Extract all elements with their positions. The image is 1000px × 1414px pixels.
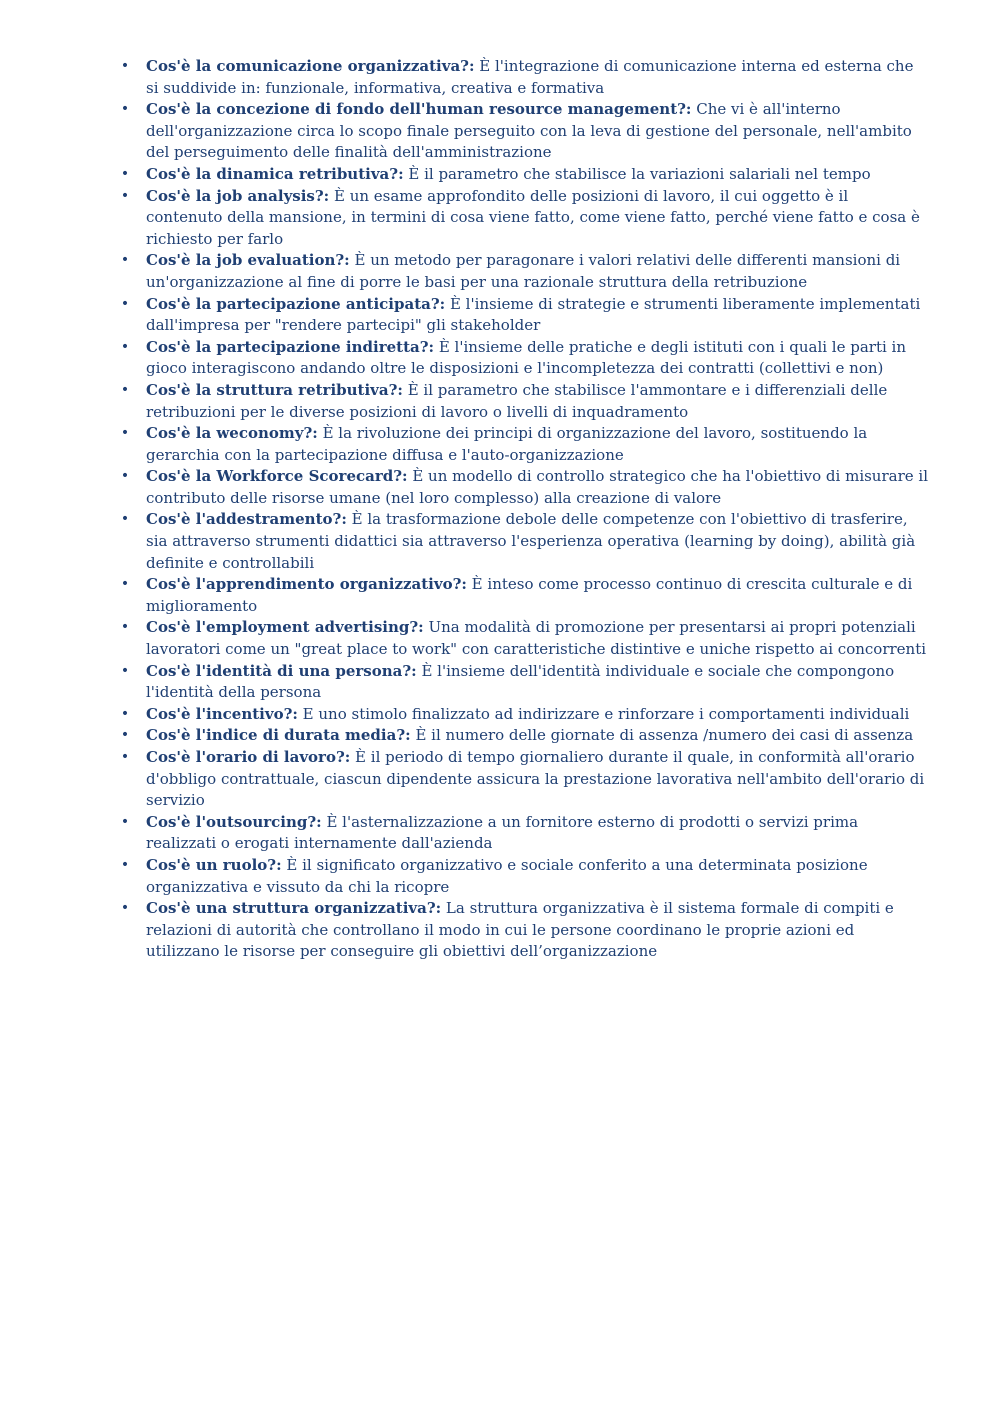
glossary-definition: È la trasformazione debole delle competenze con l'obiettivo di trasferire, sia attraverso strumenti didattici sia attraverso l'esperienza operativa (learning by doing), abilità già definite e controllabili xyxy=(146,510,916,572)
glossary-definition: È l'asternalizzazione a un fornitore esterno di prodotti o servizi prima realizzati o erogati internamente dall'azienda xyxy=(146,812,859,853)
list-item xyxy=(118,294,928,337)
bullet-icon: • xyxy=(120,727,130,744)
glossary-term: Cos'è l'apprendimento organizzativo?: xyxy=(146,575,467,594)
list-item xyxy=(118,661,928,704)
glossary-definition: È un modello di controllo strategico che ha l'obiettivo di misurare il contributo delle risorse umane (nel loro complesso) alla creazione di valore xyxy=(146,467,928,507)
glossary-definition: È la rivoluzione dei principi di organizzazione del lavoro, sostituendo la gerarchia con la partecipazione diffusa e l'auto-organizzazione xyxy=(146,424,868,464)
glossary-definition: È un metodo per paragonare i valori relativi delle differenti mansioni di un'organizzazione al fine di porre le basi per una razionale struttura della retribuzione xyxy=(146,251,901,291)
glossary-definition: È l'insieme delle pratiche e degli istituti con i quali le parti in gioco interagiscono andando oltre le disposizioni e l'incompletezza dei contratti (collettivi e non) xyxy=(146,337,907,378)
list-item xyxy=(118,725,928,747)
list-item xyxy=(118,380,928,423)
bullet-icon: • xyxy=(120,101,130,118)
glossary-definition: È il periodo di tempo giornaliero durante il quale, in conformità all'orario d'obbligo contrattuale, ciascun dipendente assicura la prestazione lavorativa nell'ambito dell'orario di servizio xyxy=(146,748,925,810)
list-item xyxy=(118,617,928,660)
bullet-icon: • xyxy=(120,338,130,355)
glossary-term: Cos'è la concezione di fondo dell'human resource management?: xyxy=(146,100,692,119)
glossary-definition: Che vi è all'interno dell'organizzazione circa lo scopo finale perseguito con la leva di gestione del personale, nell'ambito del perseguimento delle finalità dell'amministrazione xyxy=(146,100,912,162)
bullet-icon: • xyxy=(120,511,130,528)
bullet-icon: • xyxy=(120,705,130,722)
glossary-definition: È il significato organizzativo e sociale conferito a una determinata posizione organizzativa e vissuto da chi la ricopre xyxy=(146,855,868,896)
glossary-definition: È l'integrazione di comunicazione interna ed esterna che si suddivide in: funzionale, informativa, creativa e formativa xyxy=(146,57,914,97)
glossary-term: Cos'è l'outsourcing?: xyxy=(146,812,322,831)
glossary-term: Cos'è la Workforce Scorecard?: xyxy=(146,467,408,486)
bullet-icon: • xyxy=(120,252,130,269)
bullet-icon: • xyxy=(120,813,130,830)
glossary-definition: È il numero delle giornate di assenza /numero dei casi di assenza xyxy=(410,726,914,745)
bullet-icon: • xyxy=(120,468,130,485)
list-item xyxy=(118,99,928,164)
list-item xyxy=(118,704,928,726)
glossary-term: Cos'è una struttura organizzativa?: xyxy=(146,899,442,918)
bullet-icon: • xyxy=(120,425,130,442)
list-item xyxy=(118,812,928,855)
glossary-definition: È l'insieme dell'identità individuale e sociale che compongono l'identità della persona xyxy=(146,661,895,702)
bullet-icon: • xyxy=(120,295,130,312)
glossary-definition: È inteso come processo continuo di crescita culturale e di miglioramento xyxy=(146,575,913,615)
list-item xyxy=(118,466,928,509)
glossary-term: Cos'è l'incentivo?: xyxy=(146,704,298,723)
bullet-icon: • xyxy=(120,900,130,917)
glossary-term: Cos'è la struttura retributiva?: xyxy=(146,380,403,399)
list-item xyxy=(118,855,928,898)
list-item xyxy=(118,898,928,963)
bullet-icon: • xyxy=(120,187,130,204)
bullet-icon: • xyxy=(120,662,130,679)
glossary-term: Cos'è la partecipazione anticipata?: xyxy=(146,294,446,313)
list-item xyxy=(118,186,928,251)
glossary-definition: È il parametro che stabilisce la variazioni salariali nel tempo xyxy=(403,164,871,183)
glossary-term: Cos'è la job analysis?: xyxy=(146,186,330,205)
glossary-definition: La struttura organizzativa è il sistema formale di compiti e relazioni di autorità che controllano il modo in cui le persone coordinano le proprie azioni ed utilizzano le risorse per conseguire gli obiettivi dell’organizzazione xyxy=(146,899,894,961)
glossary-definition: E uno stimolo finalizzato ad indirizzare e rinforzare i comportamenti individuali xyxy=(297,704,910,723)
glossary-definition: Una modalità di promozione per presentarsi ai propri potenziali lavoratori come un "great place to work" con caratteristiche distintive e uniche rispetto ai concorrenti xyxy=(146,618,927,659)
list-item xyxy=(118,337,928,380)
glossary-definition: È l'insieme di strategie e strumenti liberamente implementati dall'impresa per "rendere partecipi" gli stakeholder xyxy=(146,294,921,335)
glossary-term: Cos'è l'orario di lavoro?: xyxy=(146,748,351,766)
bullet-icon: • xyxy=(120,381,130,398)
bullet-icon: • xyxy=(120,856,130,873)
bullet-icon: • xyxy=(120,58,130,74)
bullet-icon: • xyxy=(120,619,130,636)
glossary-term: Cos'è un ruolo?: xyxy=(146,855,282,874)
list-item xyxy=(118,250,928,293)
glossary-term: Cos'è la dinamica retributiva?: xyxy=(146,164,404,183)
list-item xyxy=(118,423,928,466)
list-item xyxy=(118,164,928,186)
list-item xyxy=(118,509,928,574)
list-item xyxy=(118,574,928,617)
glossary-term: Cos'è l'addestramento?: xyxy=(146,510,347,529)
bullet-icon: • xyxy=(120,749,130,765)
glossary-term: Cos'è l'identità di una persona?: xyxy=(146,661,417,680)
bullet-icon: • xyxy=(120,165,130,182)
list-item xyxy=(118,747,928,812)
glossary-definition: È il parametro che stabilisce l'ammontare e i differenziali delle retribuzioni per le diverse posizioni di lavoro o livelli di inquadramento xyxy=(146,380,888,421)
glossary-term: Cos'è la comunicazione organizzativa?: xyxy=(146,57,475,75)
glossary-term: Cos'è la weconomy?: xyxy=(146,424,318,443)
bullet-icon: • xyxy=(120,576,130,593)
glossary-list xyxy=(118,56,928,963)
list-item xyxy=(118,56,928,99)
glossary-term: Cos'è la job evaluation?: xyxy=(146,251,350,270)
glossary-term: Cos'è la partecipazione indiretta?: xyxy=(146,337,435,356)
glossary-term: Cos'è l'employment advertising?: xyxy=(146,618,424,637)
glossary-term: Cos'è l'indice di durata media?: xyxy=(146,726,411,745)
glossary-definition: È un esame approfondito delle posizioni di lavoro, il cui oggetto è il contenuto della mansione, in termini di cosa viene fatto, come viene fatto, perché viene fatto e cosa è richiesto per farlo xyxy=(146,186,920,248)
